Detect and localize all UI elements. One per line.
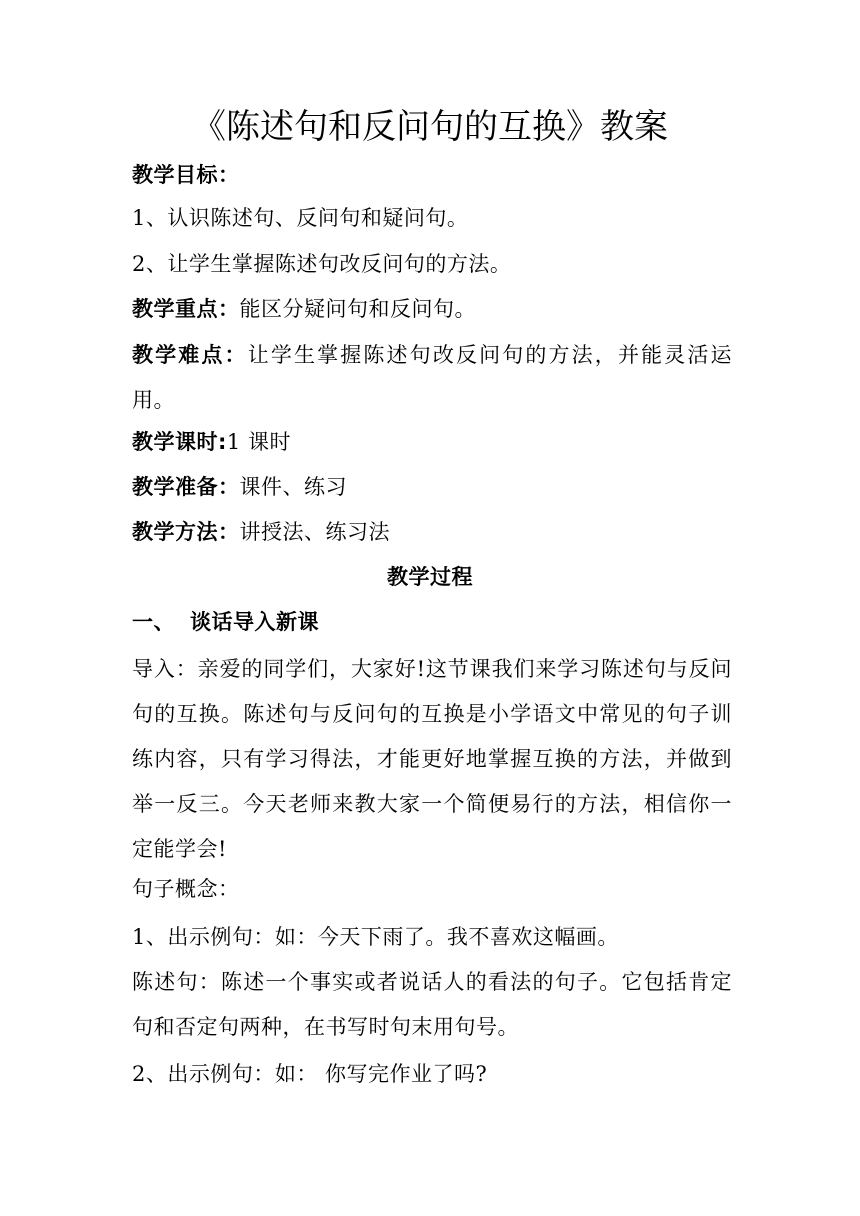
- objectives-label-text: 教学目标：: [132, 163, 240, 187]
- key-point-text: 能区分疑问句和反问句。: [239, 297, 476, 321]
- objective-item-1: 1、认识陈述句、反问句和疑问句。: [132, 206, 469, 230]
- example-1: 1、出示例句：如：今天下雨了。我不喜欢这幅画。: [132, 925, 619, 949]
- difficulty: [132, 333, 732, 423]
- concept-label: 句子概念：: [132, 877, 240, 901]
- difficulty-label: 教学难点：: [132, 343, 248, 367]
- class-hours-text: 1 课时: [226, 430, 291, 454]
- teaching-method-label: 教学方法：: [132, 520, 240, 544]
- preparation-label: 教学准备：: [132, 475, 240, 499]
- section-1-title: 谈话导入新课: [190, 610, 319, 634]
- section-1-intro: 导入：亲爱的同学们，大家好!这节课我们来学习陈述句与反问句的互换。陈述句与反问句的互换是小学语文中常见的句子训练内容，只有学习得法，才能更好地掌握互换的方法，并做到举一反三。今天老师来教大家一个简便易行的方法，相信你一定能学会!: [132, 657, 732, 861]
- example-2: 2、出示例句：如： 你写完作业了吗?: [132, 1062, 488, 1086]
- preparation: [132, 472, 732, 502]
- objectives-label: [132, 160, 732, 190]
- key-point: [132, 294, 732, 324]
- document-title: 《陈述句和反问句的互换》教案: [192, 107, 668, 147]
- preparation-text: 课件、练习: [239, 475, 347, 499]
- difficulty-text: 让学生掌握陈述句改反问句的方法，并能灵活运用。: [132, 343, 733, 412]
- teaching-method: [132, 517, 732, 547]
- objective-item-2: 2、让学生掌握陈述句改反问句的方法。: [132, 252, 512, 276]
- teaching-method-text: 讲授法、练习法: [239, 520, 390, 544]
- section-1-number: 一、: [132, 610, 175, 634]
- section-1-heading: [132, 607, 732, 637]
- class-hours-label: 教学课时:: [132, 430, 227, 454]
- class-hours: [132, 427, 732, 457]
- key-point-label: 教学重点：: [132, 297, 240, 321]
- process-heading: 教学过程: [387, 565, 473, 589]
- statement-definition: 陈述句：陈述一个事实或者说话人的看法的句子。它包括肯定句和否定句两种，在书写时句末用句号。: [132, 970, 732, 1039]
